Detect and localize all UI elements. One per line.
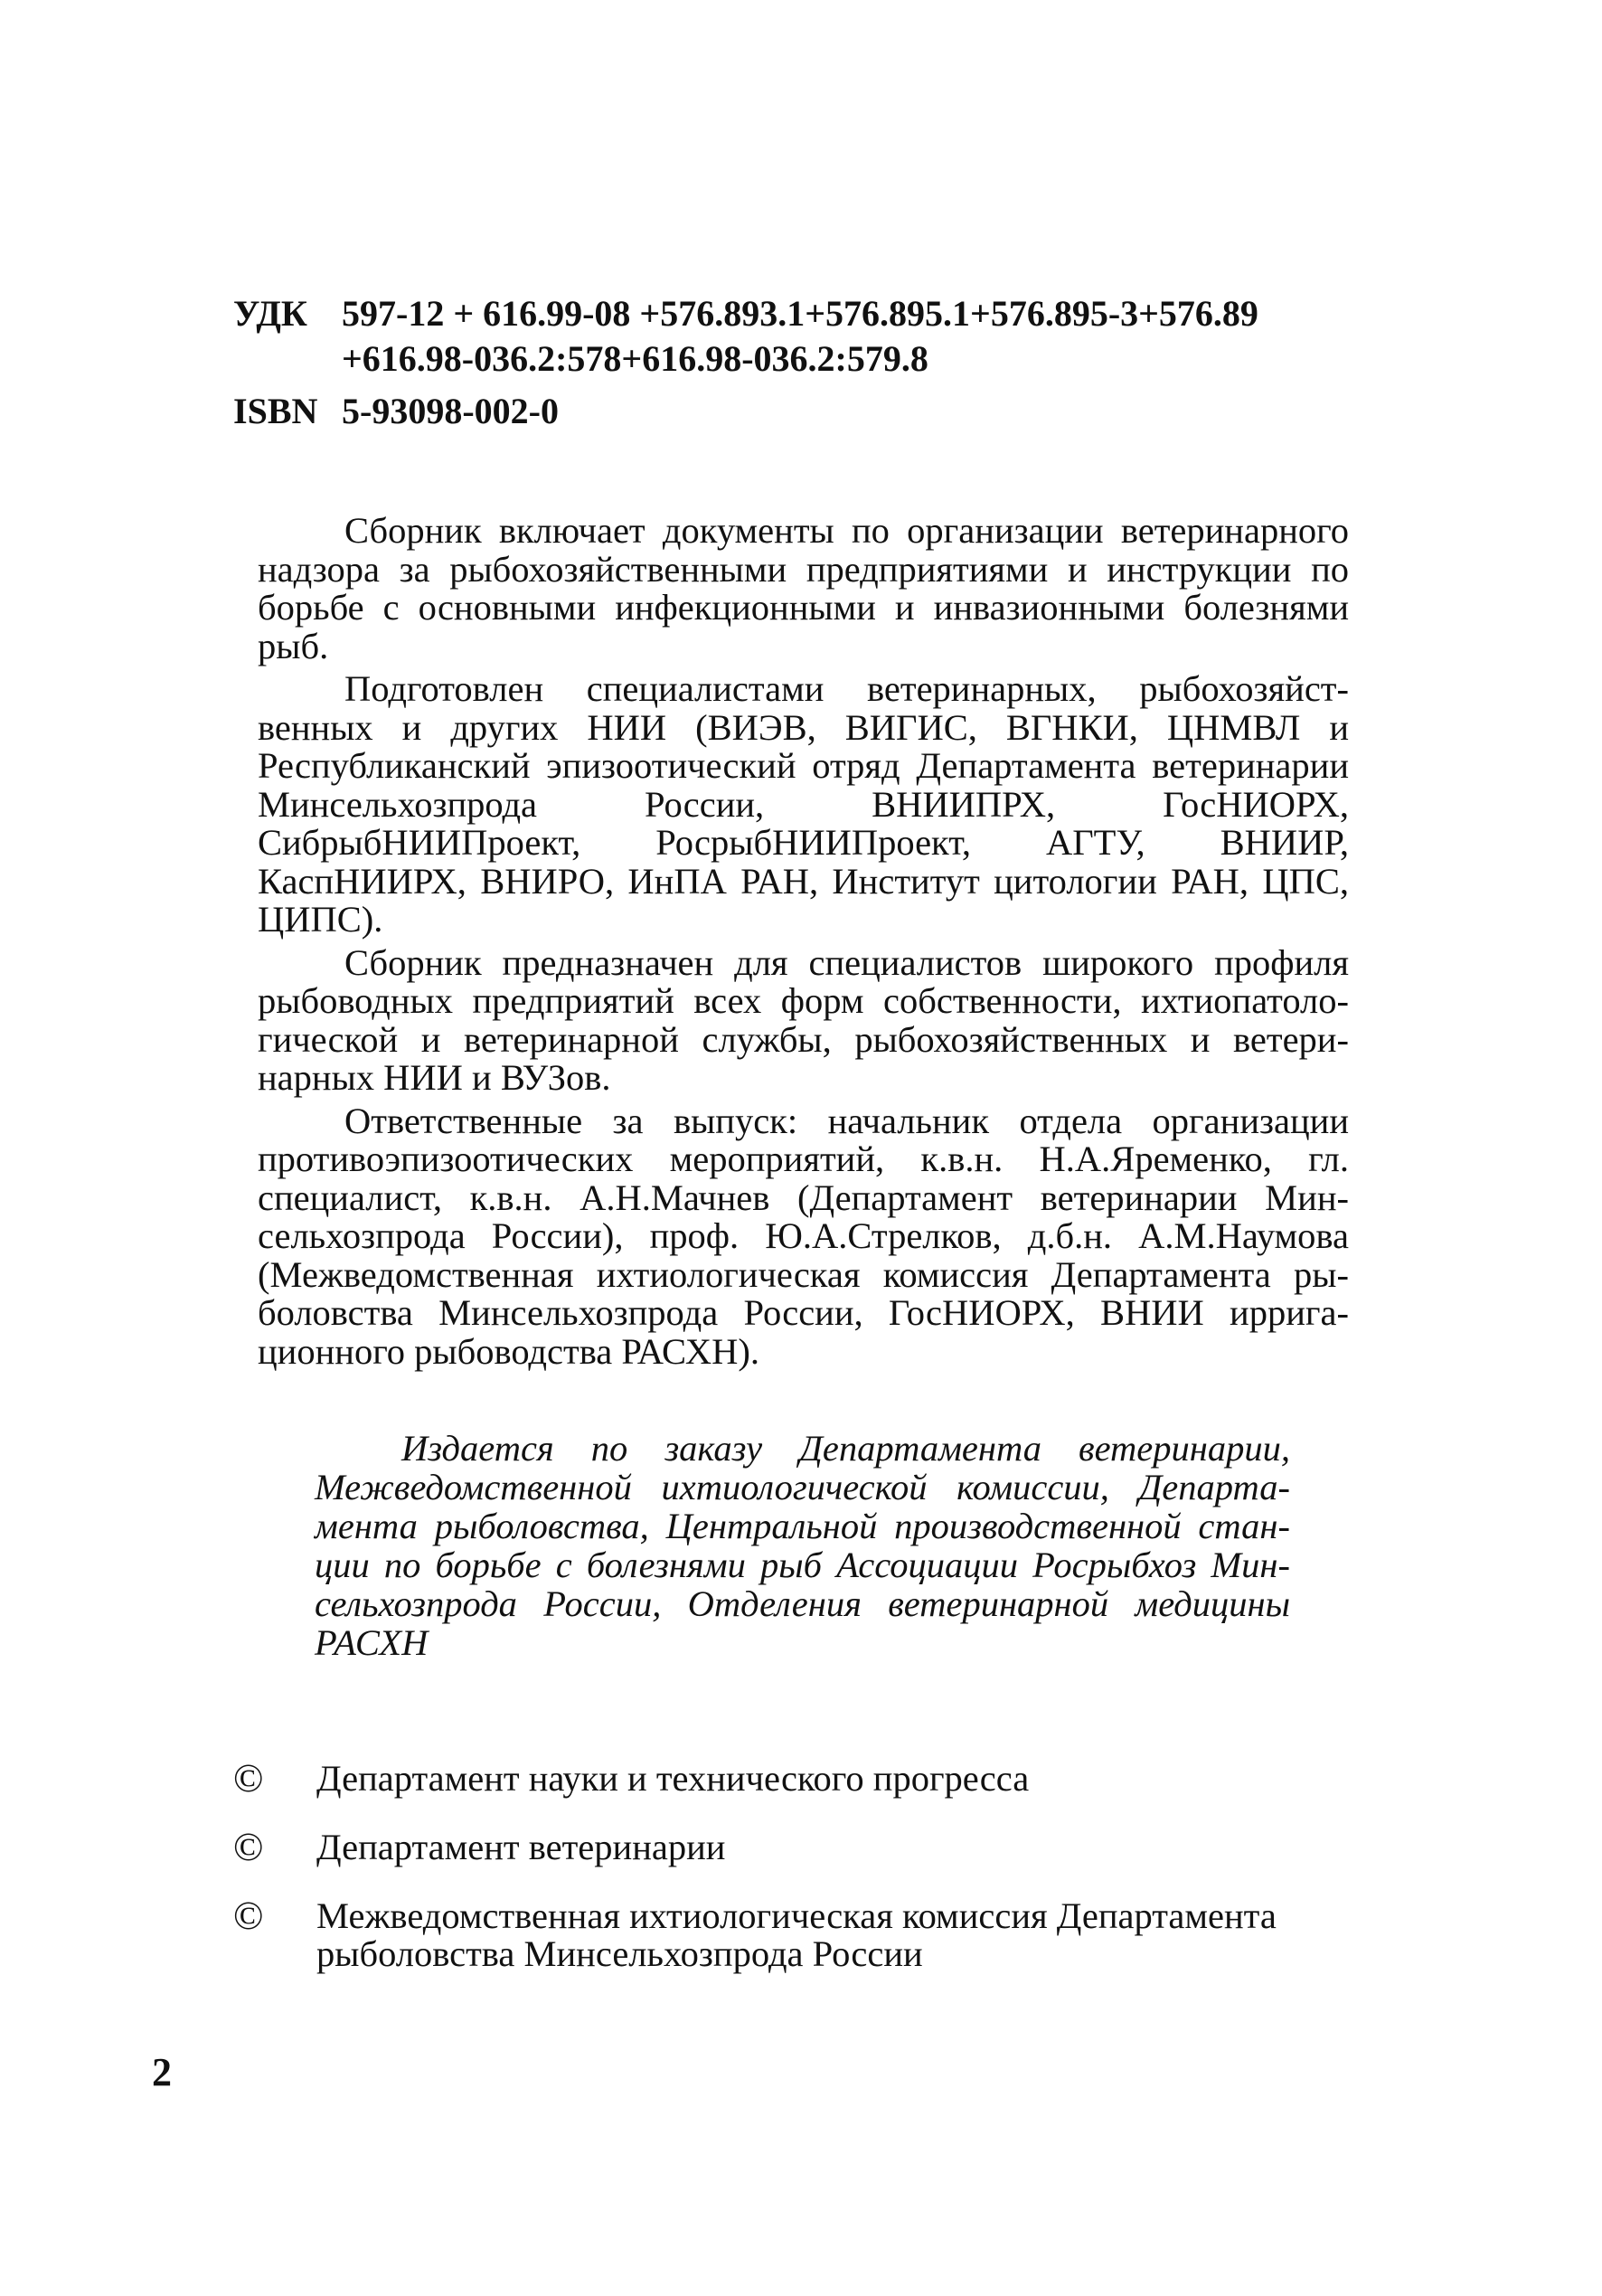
udk-line-2: +616.98-036.2:578+616.98-036.2:579.8: [342, 338, 928, 379]
publisher-note: Издается по заказу Департамента ветеринарии, Межведомственной ихтиологической комиссии, Департамента рыболовства, Центральной производственной станции по борьбе с болезнями рыб Ассоциации Росрыбхоз Минсельхозпрода России, Отделения ветеринарной медицины РАСХН: [315, 1428, 1290, 1663]
isbn-label: ISBN: [233, 391, 318, 431]
isbn-value: 5-93098-002-0: [342, 391, 559, 431]
copyright-item: [233, 1756, 1354, 1800]
page-number: 2: [152, 2050, 172, 2094]
copyright-icon: ©: [233, 1825, 264, 1869]
annotation-text: [258, 512, 1349, 1375]
paragraph-audience: Сборник предназначен для специалистов широкого профиля рыбоводных предприятий всех форм собственности, ихтиопатологической и ветеринарной службы, рыбохозяйственных и ветеринарных НИИ и ВУЗов.: [258, 941, 1349, 1098]
copyright-item: [233, 1825, 1354, 1869]
copyright-list: [233, 1756, 1354, 2004]
paragraph-contents: Сборник включает документы по организации ветеринарного надзора за рыбохозяйственными предприятиями и инструкции по борьбе с основными инфекционными и инвазионными болезнями рыб.: [258, 510, 1349, 666]
paragraph-prepared-by: Подготовлен специалистами ветеринарных, рыбохозяйственных и других НИИ (ВИЭВ, ВИГИС, ВГНКИ, ЦНМВЛ и Республиканский эпизоотический отряд Департамента ветеринарии Минсельхозпрода России, ВНИИПРХ, ГосНИОРХ, СибрыбНИИПроект, РосрыбНИИПроект, АГТУ, ВНИИР, КаспНИИРХ, ВНИРО, ИнПА РАН, Институт цитологии РАН, ЦПС, ЦИПС).: [258, 668, 1349, 940]
copyright-item: [233, 1894, 1354, 1974]
udk-block: [233, 291, 1354, 382]
udk-line-1: 597-12 + 616.99-08 +576.893.1+576.895.1+576.895-3+576.89: [342, 293, 1258, 334]
copyright-holder: Департамент науки и технического прогресса: [316, 1758, 1030, 1799]
copyright-icon: ©: [233, 1756, 264, 1800]
isbn-block: [233, 389, 559, 434]
copyright-holder: Межведомственная ихтиологическая комиссия Департамента рыболовства Минсельхозпрода России: [316, 1895, 1277, 1974]
paragraph-responsible: Ответственные за выпуск: начальник отдела организации противоэпизоотических мероприятий, к.в.н. Н.А.Яременко, гл. специалист, к.в.н. А.Н.Мачнев (Департамент ветеринарии Минсельхозпрода России), проф. Ю.А.Стрелков, д.б.н. А.М.Наумова (Межведомственная ихтиологическая комиссия Департамента рыболовства Минсельхозпрода России, ГосНИОРХ, ВНИИ ирригaционного рыбоводства РАСХН).: [258, 1100, 1349, 1372]
udk-label: УДК: [233, 293, 307, 334]
copyright-icon: ©: [233, 1894, 264, 1938]
copyright-holder: Департамент ветеринарии: [316, 1827, 726, 1867]
